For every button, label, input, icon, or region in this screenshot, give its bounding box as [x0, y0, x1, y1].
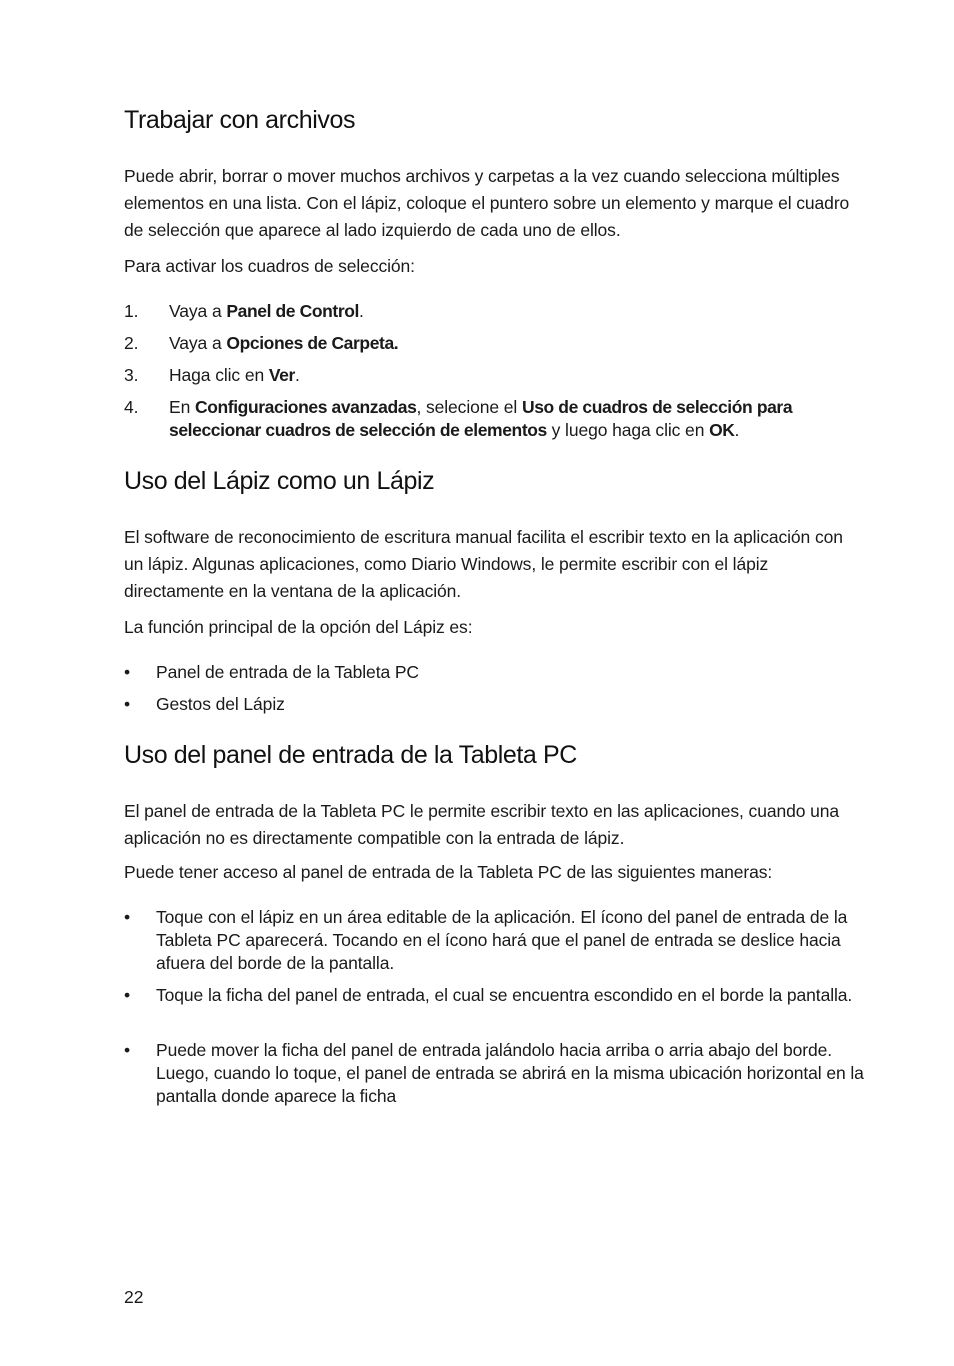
- list-item-text: Haga clic en Ver.: [169, 365, 300, 385]
- list-item-text: Toque la ficha del panel de entrada, el cual se encuentra escondido en el borde la pantalla.: [156, 985, 853, 1005]
- list-number: 4.: [124, 397, 139, 417]
- bullet-icon: •: [124, 662, 131, 682]
- paragraph: El panel de entrada de la Tableta PC le permite escribir texto en las aplicaciones, cuando una aplicación no es directamente compatible con la entrada de lápiz.: [124, 801, 840, 848]
- list-item-text: Toque con el lápiz en un área editable de la aplicación. El ícono del panel de entrada de la Tableta PC aparecerá. Tocando en el ícono hará que el panel de entrada se deslice hacia afuera del borde de la pantalla.: [156, 907, 848, 973]
- section-heading-lapiz: Uso del Lápiz como un Lápiz: [124, 467, 435, 495]
- list-number: 2.: [124, 333, 139, 353]
- paragraph: La función principal de la opción del Lápiz es:: [124, 617, 473, 637]
- list-item-text: Vaya a Panel de Control.: [169, 301, 364, 321]
- bullet-icon: •: [124, 985, 131, 1005]
- list-number: 1.: [124, 301, 139, 321]
- list-item-text: Puede mover la ficha del panel de entrada jalándolo hacia arriba o arria abajo del borde. Luego, cuando lo toque, el panel de entrada se abrirá en la misma ubicación horizontal en la pantalla donde aparece la ficha: [156, 1040, 864, 1106]
- paragraph: Puede tener acceso al panel de entrada de la Tableta PC de las siguientes maneras:: [124, 862, 773, 882]
- paragraph: Puede abrir, borrar o mover muchos archivos y carpetas a la vez cuando selecciona múltiples elementos en una lista. Con el lápiz, coloque el puntero sobre un elemento y marque el cuadro de selección que aparece al lado izquierdo de cada uno de ellos.: [124, 166, 850, 240]
- list-item-text: Vaya a Opciones de Carpeta.: [169, 333, 399, 353]
- list-item-text: En Configuraciones avanzadas, selecione el Uso de cuadros de selección para seleccionar cuadros de selección de elementos y luego haga clic en OK.: [169, 397, 793, 440]
- list-item-text: Gestos del Lápiz: [156, 694, 285, 714]
- bullet-icon: •: [124, 694, 131, 714]
- page-number: 22: [124, 1287, 144, 1307]
- paragraph: Para activar los cuadros de selección:: [124, 256, 415, 276]
- bullet-icon: •: [124, 1040, 131, 1060]
- bullet-icon: •: [124, 907, 131, 927]
- section-heading-panel: Uso del panel de entrada de la Tableta PC: [124, 741, 577, 769]
- section-heading-trabajar: Trabajar con archivos: [124, 106, 356, 134]
- paragraph: El software de reconocimiento de escritura manual facilita el escribir texto en la aplicación con un lápiz. Algunas aplicaciones, como Diario Windows, le permite escribir con el lápiz directamente en la ventana de la aplicación.: [124, 527, 843, 601]
- list-item-text: Panel de entrada de la Tableta PC: [156, 662, 419, 682]
- list-number: 3.: [124, 365, 139, 385]
